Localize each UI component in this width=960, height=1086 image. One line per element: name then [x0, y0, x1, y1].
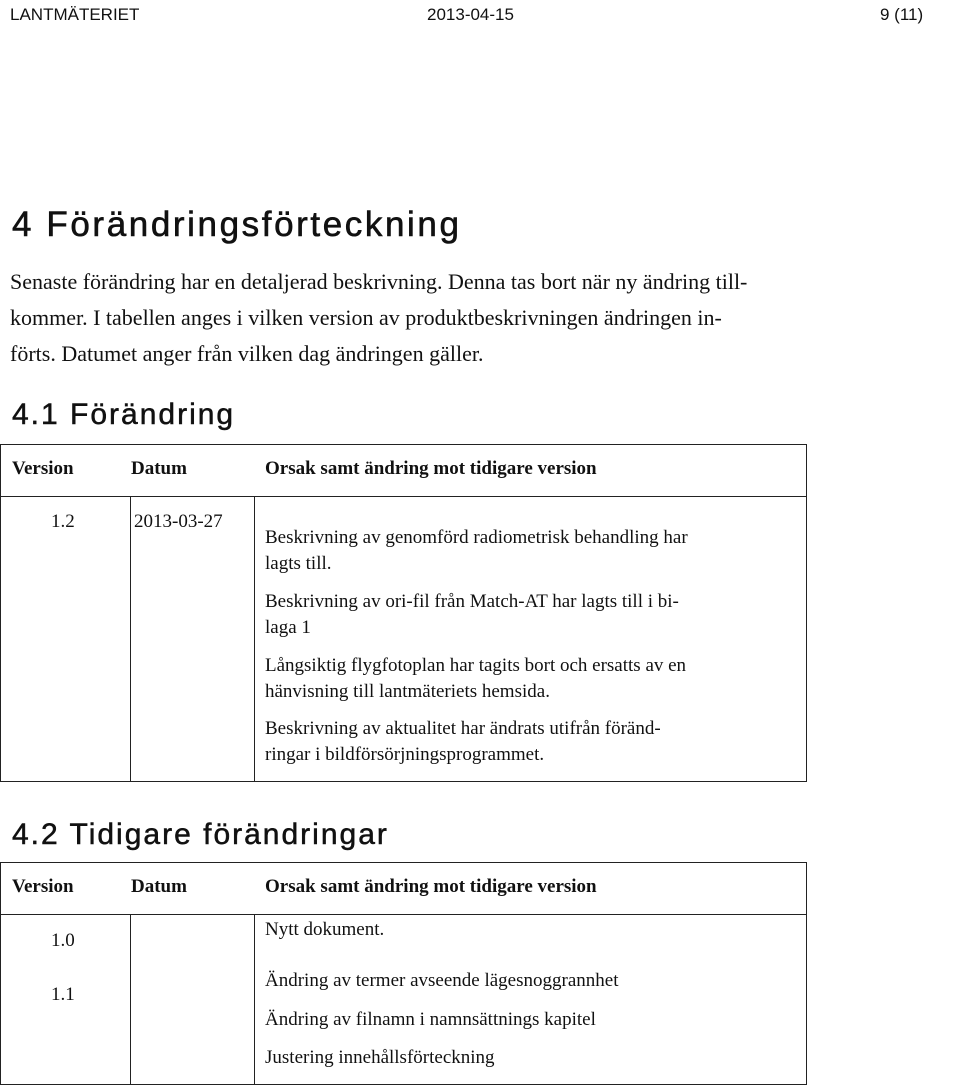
change-description: [265, 589, 795, 641]
column-divider: [254, 915, 255, 1084]
intro-line: Senaste förändring har en detaljerad beskrivning. Denna tas bort när ny ändring till-: [10, 269, 748, 294]
description-line: ringar i bildförsörjningsprogrammet.: [265, 744, 545, 765]
current-changes-table: [0, 444, 807, 782]
subsection-title-previous: 4.2 Tidigare förändringar: [12, 818, 389, 851]
table-header-row: [1, 445, 806, 497]
description-line: Beskrivning av genomförd radiometrisk behandling har: [265, 527, 688, 548]
subsection-title-current: 4.1 Förändring: [12, 398, 236, 431]
change-item: Nytt dokument.: [265, 919, 385, 940]
section-title: 4 Förändringsförteckning: [12, 205, 462, 244]
change-description: [265, 716, 795, 768]
header-organization: LANTMÄTERIET: [10, 5, 140, 24]
header-date: 2013-04-15: [427, 5, 514, 24]
column-header-version: Version: [12, 876, 74, 897]
intro-paragraph: [10, 264, 945, 372]
column-header-reason: Orsak samt ändring mot tidigare version: [265, 876, 597, 897]
date-cell: 2013-03-27: [134, 511, 223, 532]
column-header-version: Version: [12, 458, 74, 479]
change-description: [265, 653, 795, 705]
version-cell: 1.0: [51, 930, 75, 951]
change-item: Ändring av termer avseende lägesnoggrannhet: [265, 970, 619, 991]
description-line: lagts till.: [265, 553, 332, 574]
column-divider: [254, 497, 255, 781]
change-item: Justering innehållsförteckning: [265, 1047, 495, 1068]
description-line: hänvisning till lantmäteriets hemsida.: [265, 681, 550, 702]
column-divider: [130, 915, 131, 1084]
intro-line: kommer. I tabellen anges i vilken version av produktbeskrivningen ändringen in-: [10, 305, 722, 330]
column-divider: [130, 497, 131, 781]
description-line: laga 1: [265, 617, 311, 638]
description-line: Beskrivning av ori-fil från Match-AT har lagts till i bi-: [265, 591, 679, 612]
column-header-date: Datum: [131, 876, 187, 897]
change-item: Ändring av filnamn i namnsättnings kapitel: [265, 1009, 596, 1030]
change-description: [265, 525, 795, 577]
header-page-number: 9 (11): [880, 5, 924, 24]
description-line: Långsiktig flygfotoplan har tagits bort och ersatts av en: [265, 655, 687, 676]
column-header-date: Datum: [131, 458, 187, 479]
previous-changes-table: [0, 862, 807, 1085]
table-header-row: [1, 863, 806, 915]
version-cell: 1.2: [51, 511, 75, 532]
version-cell: 1.1: [51, 984, 75, 1005]
intro-line: förts. Datumet anger från vilken dag ändringen gäller.: [10, 341, 484, 366]
column-header-reason: Orsak samt ändring mot tidigare version: [265, 458, 597, 479]
description-line: Beskrivning av aktualitet har ändrats utifrån föränd-: [265, 718, 661, 739]
